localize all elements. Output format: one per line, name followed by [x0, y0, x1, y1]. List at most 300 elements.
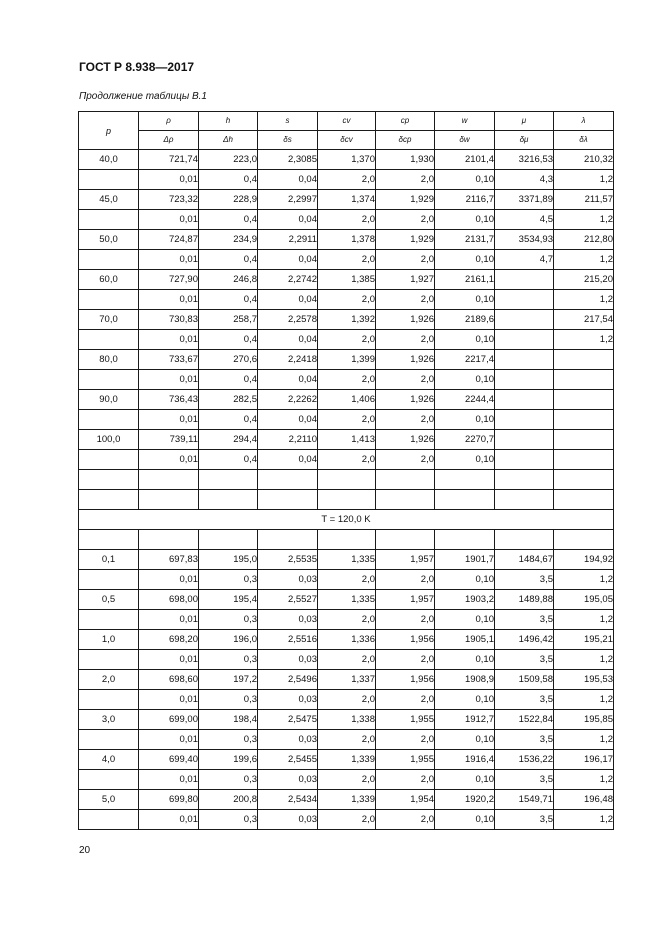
cell-cv: 1,378: [318, 230, 376, 250]
cell-cp: 2,0: [376, 810, 435, 830]
cell-mu: 4,3: [495, 170, 554, 190]
cell-p: [79, 210, 139, 230]
cell-cp: 2,0: [376, 330, 435, 350]
cell-w: 0,10: [435, 170, 495, 190]
cell-cv: 1,335: [318, 590, 376, 610]
data-table: [78, 111, 614, 830]
cell-cv: 1,339: [318, 790, 376, 810]
cell-h: 195,0: [199, 550, 258, 570]
cell-cv: 1,335: [318, 550, 376, 570]
cell-lambda: 1,2: [554, 610, 614, 630]
cell-w: 2189,6: [435, 310, 495, 330]
cell-rho: [139, 530, 199, 550]
cell-lambda: 210,32: [554, 150, 614, 170]
cell-w: 2217,4: [435, 350, 495, 370]
cell-cv: 1,385: [318, 270, 376, 290]
cell-rho: 723,32: [139, 190, 199, 210]
cell-p: [79, 530, 139, 550]
cell-cv: 2,0: [318, 410, 376, 430]
cell-rho: 0,01: [139, 330, 199, 350]
cell-cp: 1,957: [376, 590, 435, 610]
cell-rho: 724,87: [139, 230, 199, 250]
cell-s: [258, 490, 318, 510]
cell-rho: 0,01: [139, 650, 199, 670]
cell-p: [79, 370, 139, 390]
cell-p: [79, 610, 139, 630]
cell-p: 45,0: [79, 190, 139, 210]
cell-lambda: 1,2: [554, 250, 614, 270]
cell-w: 0,10: [435, 810, 495, 830]
cell-h: 234,9: [199, 230, 258, 250]
cell-lambda: 195,85: [554, 710, 614, 730]
cell-mu: [495, 270, 554, 290]
cell-p: 0,1: [79, 550, 139, 570]
cell-rho: [139, 470, 199, 490]
header-cp: cp: [376, 112, 435, 131]
cell-cv: [318, 530, 376, 550]
table-row: [79, 810, 614, 830]
cell-p: 70,0: [79, 310, 139, 330]
cell-s: [258, 530, 318, 550]
cell-cp: 2,0: [376, 730, 435, 750]
table-row: [79, 410, 614, 430]
cell-cp: 2,0: [376, 610, 435, 630]
cell-p: 60,0: [79, 270, 139, 290]
cell-h: 0,4: [199, 170, 258, 190]
header-delta-cp: δcp: [376, 131, 435, 150]
cell-lambda: 212,80: [554, 230, 614, 250]
cell-rho: 0,01: [139, 770, 199, 790]
cell-h: 199,6: [199, 750, 258, 770]
cell-h: 246,8: [199, 270, 258, 290]
table-row: [79, 570, 614, 590]
header-lambda: λ: [554, 112, 614, 131]
cell-s: 0,04: [258, 210, 318, 230]
cell-rho: 739,11: [139, 430, 199, 450]
cell-cv: 1,338: [318, 710, 376, 730]
cell-cv: 1,337: [318, 670, 376, 690]
cell-mu: [495, 410, 554, 430]
cell-h: 0,3: [199, 610, 258, 630]
cell-p: 2,0: [79, 670, 139, 690]
cell-cv: 1,339: [318, 750, 376, 770]
cell-rho: 0,01: [139, 610, 199, 630]
cell-rho: 0,01: [139, 450, 199, 470]
cell-mu: 1549,71: [495, 790, 554, 810]
cell-mu: [495, 430, 554, 450]
cell-s: 2,5475: [258, 710, 318, 730]
cell-rho: 0,01: [139, 210, 199, 230]
cell-lambda: 195,21: [554, 630, 614, 650]
cell-mu: 3,5: [495, 810, 554, 830]
cell-h: 0,4: [199, 410, 258, 430]
cell-lambda: 195,05: [554, 590, 614, 610]
cell-lambda: 1,2: [554, 330, 614, 350]
table-row: [79, 430, 614, 450]
cell-mu: 3,5: [495, 690, 554, 710]
cell-h: [199, 530, 258, 550]
cell-rho: 698,60: [139, 670, 199, 690]
cell-mu: 1489,88: [495, 590, 554, 610]
header-s: s: [258, 112, 318, 131]
cell-lambda: [554, 370, 614, 390]
cell-p: 0,5: [79, 590, 139, 610]
cell-cv: [318, 470, 376, 490]
header-h: h: [199, 112, 258, 131]
table-caption: Продолжение таблицы В.1: [79, 91, 207, 102]
cell-w: 0,10: [435, 610, 495, 630]
cell-lambda: 217,54: [554, 310, 614, 330]
cell-cv: 2,0: [318, 250, 376, 270]
table-row: [79, 150, 614, 170]
cell-s: 0,03: [258, 730, 318, 750]
cell-cp: 2,0: [376, 250, 435, 270]
table-row: [79, 470, 614, 490]
cell-lambda: 195,53: [554, 670, 614, 690]
header-delta-rho: Δρ: [139, 131, 199, 150]
cell-h: 0,4: [199, 290, 258, 310]
page-number: 20: [79, 845, 91, 856]
cell-p: 5,0: [79, 790, 139, 810]
cell-lambda: [554, 390, 614, 410]
table-row: [79, 610, 614, 630]
cell-h: 228,9: [199, 190, 258, 210]
cell-w: 0,10: [435, 730, 495, 750]
table-row: [79, 790, 614, 810]
cell-cp: 1,957: [376, 550, 435, 570]
cell-mu: [495, 310, 554, 330]
cell-lambda: [554, 450, 614, 470]
cell-p: [79, 250, 139, 270]
cell-w: 1903,2: [435, 590, 495, 610]
cell-rho: 699,00: [139, 710, 199, 730]
cell-s: 2,5527: [258, 590, 318, 610]
table-row: [79, 770, 614, 790]
cell-w: 0,10: [435, 330, 495, 350]
cell-p: 40,0: [79, 150, 139, 170]
cell-rho: 0,01: [139, 170, 199, 190]
cell-h: 282,5: [199, 390, 258, 410]
cell-cp: 1,926: [376, 350, 435, 370]
cell-cp: 1,956: [376, 630, 435, 650]
cell-cv: [318, 490, 376, 510]
cell-mu: 3,5: [495, 650, 554, 670]
cell-cv: 2,0: [318, 330, 376, 350]
table-row: [79, 550, 614, 570]
cell-h: 0,3: [199, 690, 258, 710]
cell-cv: 2,0: [318, 570, 376, 590]
header-delta-cv: δcv: [318, 131, 376, 150]
cell-cp: 2,0: [376, 370, 435, 390]
cell-mu: [495, 330, 554, 350]
cell-cp: 2,0: [376, 570, 435, 590]
cell-h: 0,4: [199, 210, 258, 230]
cell-p: [79, 770, 139, 790]
cell-mu: 3,5: [495, 730, 554, 750]
cell-w: 0,10: [435, 650, 495, 670]
cell-lambda: 1,2: [554, 210, 614, 230]
cell-p: [79, 410, 139, 430]
cell-mu: 1496,42: [495, 630, 554, 650]
cell-cp: [376, 470, 435, 490]
cell-lambda: 215,20: [554, 270, 614, 290]
cell-w: 0,10: [435, 450, 495, 470]
cell-lambda: [554, 490, 614, 510]
cell-p: 3,0: [79, 710, 139, 730]
cell-h: 200,8: [199, 790, 258, 810]
cell-lambda: 1,2: [554, 730, 614, 750]
cell-h: 198,4: [199, 710, 258, 730]
cell-w: 2131,7: [435, 230, 495, 250]
cell-w: 1901,7: [435, 550, 495, 570]
table-row: [79, 710, 614, 730]
cell-cp: 1,930: [376, 150, 435, 170]
cell-rho: 721,74: [139, 150, 199, 170]
cell-cv: 1,399: [318, 350, 376, 370]
cell-h: 0,4: [199, 370, 258, 390]
cell-w: 1905,1: [435, 630, 495, 650]
cell-cp: 1,926: [376, 310, 435, 330]
header-mu: μ: [495, 112, 554, 131]
cell-rho: 733,67: [139, 350, 199, 370]
cell-s: 0,04: [258, 250, 318, 270]
table-row: [79, 450, 614, 470]
cell-rho: 0,01: [139, 730, 199, 750]
cell-cp: 1,955: [376, 710, 435, 730]
cell-h: 0,4: [199, 330, 258, 350]
cell-mu: [495, 370, 554, 390]
cell-p: 100,0: [79, 430, 139, 450]
cell-w: 0,10: [435, 570, 495, 590]
cell-lambda: [554, 530, 614, 550]
cell-s: 2,2110: [258, 430, 318, 450]
cell-w: 1920,2: [435, 790, 495, 810]
cell-s: 0,04: [258, 370, 318, 390]
cell-s: 2,5434: [258, 790, 318, 810]
cell-lambda: 1,2: [554, 650, 614, 670]
cell-lambda: 1,2: [554, 570, 614, 590]
cell-h: 0,3: [199, 730, 258, 750]
cell-cp: [376, 530, 435, 550]
cell-mu: 1536,22: [495, 750, 554, 770]
cell-s: 0,04: [258, 450, 318, 470]
cell-s: 0,03: [258, 770, 318, 790]
cell-rho: 730,83: [139, 310, 199, 330]
cell-rho: 0,01: [139, 570, 199, 590]
cell-h: 223,0: [199, 150, 258, 170]
cell-cv: 2,0: [318, 170, 376, 190]
cell-cv: 1,406: [318, 390, 376, 410]
table-row: [79, 750, 614, 770]
cell-p: [79, 170, 139, 190]
cell-cp: 2,0: [376, 650, 435, 670]
cell-h: 0,3: [199, 810, 258, 830]
cell-h: 0,4: [199, 250, 258, 270]
cell-w: [435, 470, 495, 490]
cell-h: 197,2: [199, 670, 258, 690]
cell-mu: [495, 530, 554, 550]
table-row: [79, 490, 614, 510]
cell-rho: 0,01: [139, 290, 199, 310]
cell-cp: 1,929: [376, 230, 435, 250]
cell-mu: 3,5: [495, 770, 554, 790]
cell-w: 2116,7: [435, 190, 495, 210]
table-row: [79, 310, 614, 330]
cell-cv: 1,413: [318, 430, 376, 450]
section-row: [79, 510, 614, 530]
cell-s: [258, 470, 318, 490]
cell-rho: [139, 490, 199, 510]
cell-p: 80,0: [79, 350, 139, 370]
cell-cp: [376, 490, 435, 510]
cell-cv: 2,0: [318, 370, 376, 390]
cell-w: 1912,7: [435, 710, 495, 730]
cell-s: 2,3085: [258, 150, 318, 170]
cell-p: 90,0: [79, 390, 139, 410]
cell-lambda: 194,92: [554, 550, 614, 570]
cell-cv: 2,0: [318, 770, 376, 790]
table-row: [79, 730, 614, 750]
cell-h: [199, 470, 258, 490]
cell-rho: 699,80: [139, 790, 199, 810]
table-row: [79, 590, 614, 610]
cell-lambda: [554, 430, 614, 450]
header-delta-s: δs: [258, 131, 318, 150]
cell-cp: 1,955: [376, 750, 435, 770]
cell-mu: 1509,58: [495, 670, 554, 690]
cell-p: [79, 810, 139, 830]
cell-p: [79, 470, 139, 490]
cell-rho: 0,01: [139, 690, 199, 710]
cell-mu: [495, 490, 554, 510]
cell-mu: [495, 290, 554, 310]
cell-cp: 1,926: [376, 390, 435, 410]
cell-s: 0,04: [258, 290, 318, 310]
cell-w: 2101,4: [435, 150, 495, 170]
cell-s: 2,2578: [258, 310, 318, 330]
cell-p: [79, 450, 139, 470]
table-row: [79, 530, 614, 550]
cell-h: 0,3: [199, 570, 258, 590]
cell-p: [79, 650, 139, 670]
cell-h: 0,3: [199, 650, 258, 670]
cell-s: 2,2997: [258, 190, 318, 210]
cell-p: 50,0: [79, 230, 139, 250]
cell-p: [79, 330, 139, 350]
table-row: [79, 210, 614, 230]
header-p: p: [79, 112, 139, 150]
cell-cp: 2,0: [376, 450, 435, 470]
header-delta-lambda: δλ: [554, 131, 614, 150]
cell-p: [79, 690, 139, 710]
cell-mu: 1522,84: [495, 710, 554, 730]
cell-h: 258,7: [199, 310, 258, 330]
cell-mu: [495, 390, 554, 410]
cell-rho: 698,00: [139, 590, 199, 610]
cell-cv: 2,0: [318, 610, 376, 630]
cell-cp: 2,0: [376, 290, 435, 310]
cell-cv: 1,374: [318, 190, 376, 210]
cell-s: 0,03: [258, 810, 318, 830]
cell-s: 0,03: [258, 650, 318, 670]
cell-rho: 727,90: [139, 270, 199, 290]
cell-s: 0,04: [258, 410, 318, 430]
table-row: [79, 230, 614, 250]
cell-h: 0,4: [199, 450, 258, 470]
table-row: [79, 250, 614, 270]
table-row: [79, 170, 614, 190]
header-row-bottom: [79, 131, 614, 150]
cell-mu: 3,5: [495, 610, 554, 630]
table-row: [79, 630, 614, 650]
table-row: [79, 330, 614, 350]
cell-rho: 0,01: [139, 370, 199, 390]
cell-s: 2,2262: [258, 390, 318, 410]
cell-mu: 3371,89: [495, 190, 554, 210]
cell-cp: 2,0: [376, 170, 435, 190]
cell-s: 2,5535: [258, 550, 318, 570]
header-delta-mu: δμ: [495, 131, 554, 150]
cell-h: 270,6: [199, 350, 258, 370]
cell-cv: 2,0: [318, 650, 376, 670]
header-delta-w: δw: [435, 131, 495, 150]
cell-s: 2,2418: [258, 350, 318, 370]
cell-s: 2,5455: [258, 750, 318, 770]
header-rho: ρ: [139, 112, 199, 131]
header-w: w: [435, 112, 495, 131]
cell-p: 1,0: [79, 630, 139, 650]
cell-cp: 1,929: [376, 190, 435, 210]
cell-rho: 0,01: [139, 810, 199, 830]
cell-w: 2161,1: [435, 270, 495, 290]
cell-cp: 2,0: [376, 410, 435, 430]
cell-mu: [495, 470, 554, 490]
cell-h: 0,3: [199, 770, 258, 790]
cell-s: 0,03: [258, 570, 318, 590]
cell-lambda: 196,48: [554, 790, 614, 810]
table-row: [79, 290, 614, 310]
cell-s: 0,03: [258, 610, 318, 630]
cell-mu: [495, 350, 554, 370]
cell-lambda: 1,2: [554, 770, 614, 790]
cell-lambda: 1,2: [554, 810, 614, 830]
header-delta-h: Δh: [199, 131, 258, 150]
cell-p: [79, 570, 139, 590]
cell-cp: 2,0: [376, 690, 435, 710]
cell-lambda: 1,2: [554, 690, 614, 710]
cell-s: 2,5516: [258, 630, 318, 650]
cell-p: 4,0: [79, 750, 139, 770]
cell-w: 0,10: [435, 690, 495, 710]
cell-w: 1908,9: [435, 670, 495, 690]
cell-mu: 4,5: [495, 210, 554, 230]
table-row: [79, 390, 614, 410]
table-row: [79, 270, 614, 290]
cell-s: 2,5496: [258, 670, 318, 690]
cell-rho: 0,01: [139, 410, 199, 430]
cell-h: 195,4: [199, 590, 258, 610]
cell-mu: 3,5: [495, 570, 554, 590]
cell-cv: 2,0: [318, 450, 376, 470]
cell-lambda: [554, 350, 614, 370]
cell-w: [435, 530, 495, 550]
cell-cp: 1,927: [376, 270, 435, 290]
cell-lambda: 1,2: [554, 170, 614, 190]
cell-rho: 699,40: [139, 750, 199, 770]
cell-w: 2270,7: [435, 430, 495, 450]
cell-cp: 1,954: [376, 790, 435, 810]
cell-cv: 2,0: [318, 810, 376, 830]
